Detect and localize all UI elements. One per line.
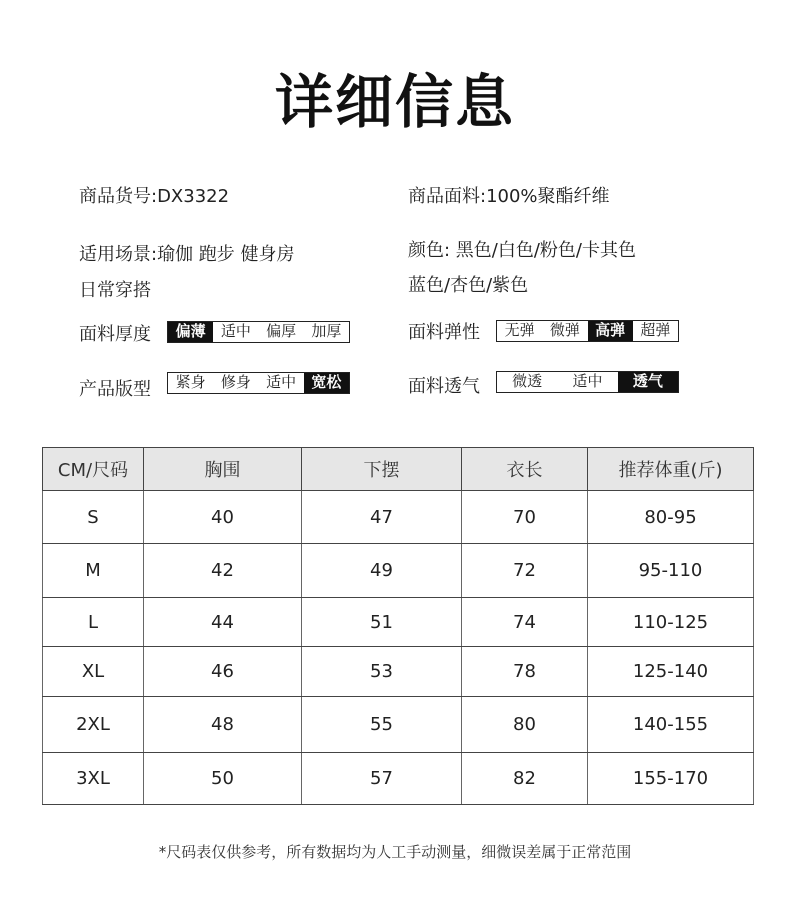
thickness-option: 偏薄 — [168, 322, 213, 342]
elasticity-scale — [496, 320, 679, 342]
table-row — [43, 697, 754, 753]
size-cell: L — [43, 598, 144, 647]
thickness-option: 偏厚 — [266, 322, 297, 340]
size-cell: 3XL — [43, 753, 144, 805]
fit-label: 产品版型 — [79, 379, 151, 400]
hem-cell: 49 — [302, 544, 462, 598]
weight-cell: 155-170 — [588, 753, 754, 805]
size-table-header — [43, 448, 754, 491]
breathability-option: 适中 — [572, 372, 603, 390]
elasticity-option: 高弹 — [588, 321, 633, 341]
usage-scene: 适用场景:瑜伽 跑步 健身房 — [79, 244, 295, 265]
length-cell: 80 — [462, 697, 588, 753]
chest-cell: 44 — [144, 598, 302, 647]
thickness-scale — [167, 321, 350, 343]
hem-cell: 55 — [302, 697, 462, 753]
chest-cell: 46 — [144, 647, 302, 697]
thickness-option: 适中 — [220, 322, 251, 340]
weight-cell: 110-125 — [588, 598, 754, 647]
thickness-option: 加厚 — [311, 322, 342, 340]
table-row — [43, 491, 754, 544]
weight-cell: 95-110 — [588, 544, 754, 598]
elasticity-label: 面料弹性 — [408, 322, 480, 343]
header-size: CM/尺码 — [43, 448, 144, 491]
product-fabric: 商品面料:100%聚酯纤维 — [408, 186, 610, 207]
size-cell: XL — [43, 647, 144, 697]
table-row — [43, 647, 754, 697]
length-cell: 72 — [462, 544, 588, 598]
fit-scale — [167, 372, 350, 394]
elasticity-option: 微弹 — [549, 321, 580, 339]
chest-cell: 42 — [144, 544, 302, 598]
hem-cell: 51 — [302, 598, 462, 647]
page-title: 详细信息 — [274, 68, 515, 136]
breathability-option: 微透 — [512, 372, 543, 390]
table-row — [43, 753, 754, 805]
weight-cell: 125-140 — [588, 647, 754, 697]
measurement-note: *尺码表仅供参考，所有数据均为人工手动测量，细微误差属于正常范围 — [158, 843, 632, 861]
fit-option: 适中 — [266, 373, 297, 391]
hem-cell: 53 — [302, 647, 462, 697]
header-hem: 下摆 — [302, 448, 462, 491]
size-table — [42, 447, 754, 805]
usage-scene-continued: 日常穿搭 — [79, 280, 151, 301]
breathability-option: 透气 — [618, 372, 678, 392]
length-cell: 82 — [462, 753, 588, 805]
table-row — [43, 544, 754, 598]
fit-option: 紧身 — [175, 373, 206, 391]
elasticity-option: 无弹 — [504, 321, 535, 339]
length-cell: 70 — [462, 491, 588, 544]
header-length: 衣长 — [462, 448, 588, 491]
header-weight: 推荐体重(斤) — [588, 448, 754, 491]
hem-cell: 47 — [302, 491, 462, 544]
fit-option: 宽松 — [304, 373, 349, 393]
product-number: 商品货号:DX3322 — [79, 186, 230, 207]
elasticity-option: 超弹 — [640, 321, 671, 339]
header-chest: 胸围 — [144, 448, 302, 491]
chest-cell: 48 — [144, 697, 302, 753]
fit-option: 修身 — [220, 373, 251, 391]
weight-cell: 140-155 — [588, 697, 754, 753]
size-cell: 2XL — [43, 697, 144, 753]
hem-cell: 57 — [302, 753, 462, 805]
color-options-continued: 蓝色/杏色/紫色 — [408, 275, 529, 296]
size-cell: M — [43, 544, 144, 598]
size-cell: S — [43, 491, 144, 544]
breathability-label: 面料透气 — [408, 376, 480, 397]
weight-cell: 80-95 — [588, 491, 754, 544]
table-row — [43, 598, 754, 647]
length-cell: 74 — [462, 598, 588, 647]
chest-cell: 40 — [144, 491, 302, 544]
thickness-label: 面料厚度 — [79, 324, 151, 345]
length-cell: 78 — [462, 647, 588, 697]
breathability-scale — [496, 371, 679, 393]
chest-cell: 50 — [144, 753, 302, 805]
color-options: 颜色: 黑色/白色/粉色/卡其色 — [408, 240, 636, 261]
